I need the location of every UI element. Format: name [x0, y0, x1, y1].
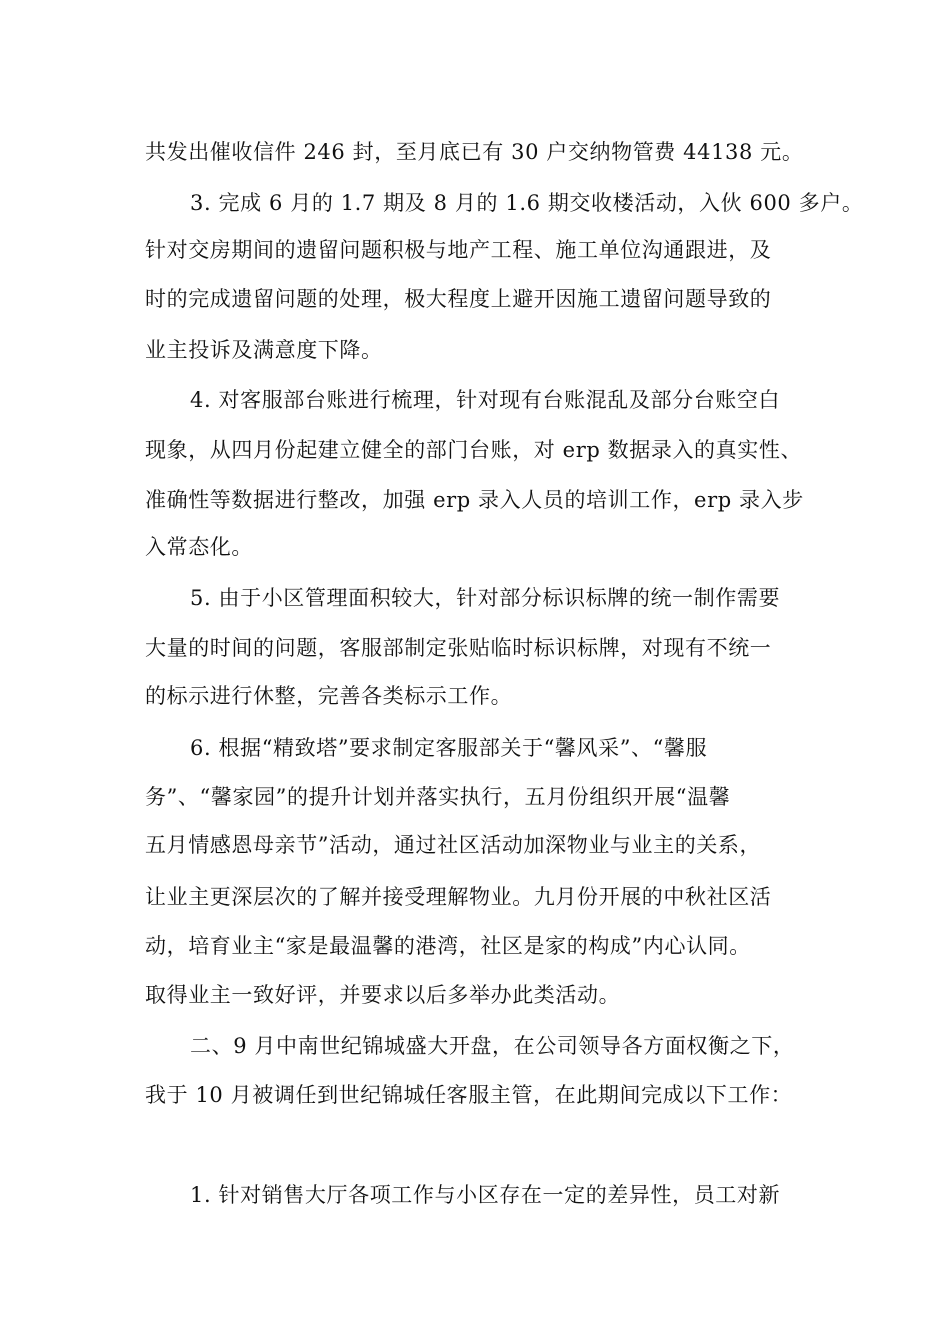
text-line: 针对交房期间的遗留问题积极与地产工程、施工单位沟通跟进，及: [145, 238, 772, 262]
text-line: 业主投诉及满意度下降。: [145, 338, 383, 362]
text-line: 入常态化。: [145, 535, 253, 559]
text-line: 取得业主一致好评，并要求以后多举办此类活动。: [145, 983, 621, 1007]
text-line: 二、9 月中南世纪锦城盛大开盘，在公司领导各方面权衡之下，: [190, 1034, 795, 1058]
text-line: 3. 完成 6 月的 1.7 期及 8 月的 1.6 期交收楼活动，入伙 600 多户。: [190, 191, 864, 215]
text-line: 我于 10 月被调任到世纪锦城任客服主管，在此期间完成以下工作：: [145, 1083, 793, 1107]
text-line: 五月情感恩母亲节”活动，通过社区活动加深物业与业主的关系，: [145, 833, 762, 857]
text-line: 让业主更深层次的了解并接受理解物业。九月份开展的中秋社区活: [145, 885, 772, 909]
text-line: 4. 对客服部台账进行梳理，针对现有台账混乱及部分台账空白: [190, 388, 781, 412]
text-line: 共发出催收信件 246 封，至月底已有 30 户交纳物管费 44138 元。: [145, 140, 804, 164]
text-line: 现象，从四月份起建立健全的部门台账，对 erp 数据录入的真实性、: [145, 438, 803, 462]
text-line: 1. 针对销售大厅各项工作与小区存在一定的差异性，员工对新: [190, 1183, 781, 1207]
text-line: 动，培育业主“家是最温馨的港湾，社区是家的构成”内心认同。: [145, 934, 751, 958]
text-line: 的标示进行休整，完善各类标示工作。: [145, 684, 513, 708]
text-line: 5. 由于小区管理面积较大，针对部分标识标牌的统一制作需要: [190, 586, 781, 610]
text-line: 大量的时间的问题，客服部制定张贴临时标识标牌，对现有不统一: [145, 636, 772, 660]
text-line: 时的完成遗留问题的处理，极大程度上避开因施工遗留问题导致的: [145, 287, 772, 311]
text-line: 6. 根据“精致塔”要求制定客服部关于“馨风采”、“馨服: [190, 736, 708, 760]
text-line: 务”、“馨家园”的提升计划并落实执行，五月份组织开展“温馨: [145, 785, 731, 809]
text-line: 准确性等数据进行整改，加强 erp 录入人员的培训工作，erp 录入步: [145, 488, 804, 512]
